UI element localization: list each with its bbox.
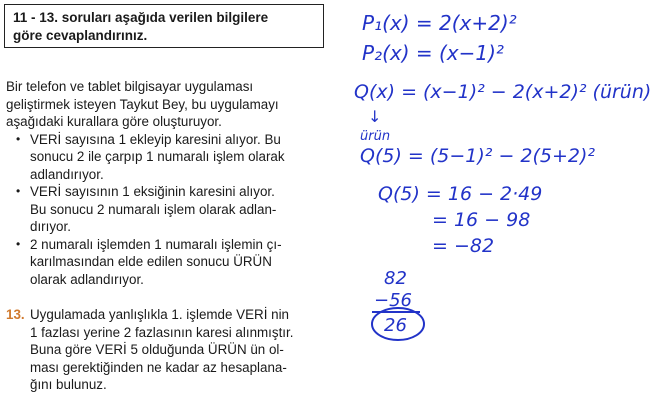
hand-line-82: 82 bbox=[384, 268, 407, 289]
bullet-icon: • bbox=[16, 184, 21, 198]
hand-arrow: ↓ bbox=[368, 107, 382, 126]
instructions-box bbox=[4, 4, 324, 48]
question-line: Buna göre VERİ 5 olduğunda ÜRÜN ün ol- bbox=[30, 342, 284, 357]
rules-list bbox=[6, 131, 336, 289]
intro-line: aşağıdaki kurallara göre oluşturuyor. bbox=[6, 114, 222, 129]
intro-line: Bir telefon ve tablet bilgisayar uygulaması bbox=[6, 79, 254, 94]
handwritten-solution bbox=[350, 0, 670, 402]
hand-line-56: −56 bbox=[374, 290, 412, 311]
hand-line-answer: 26 bbox=[384, 315, 407, 336]
rule-line: olarak adlandırıyor. bbox=[30, 271, 144, 287]
hand-line-p2: P₂(x) = (x−1)² bbox=[362, 41, 504, 65]
hand-line-sub: = 16 − 98 bbox=[432, 209, 531, 231]
question-line: Uygulamada yanlışlıkla 1. işlemde VERİ nin bbox=[30, 307, 290, 322]
bullet-icon: • bbox=[16, 131, 21, 146]
bullet-icon: • bbox=[16, 236, 21, 251]
question-13 bbox=[6, 306, 336, 394]
rule-item-2 bbox=[6, 183, 336, 236]
hand-line-qx: Q(x) = (x−1)² − 2(x+2)² (ürün) bbox=[354, 81, 652, 103]
rule-line: adlandırıyor. bbox=[30, 166, 104, 182]
problem-statement bbox=[6, 78, 336, 288]
rule-line: sonucu 2 ile çarpıp 1 numaralı işlem olarak bbox=[30, 149, 285, 164]
rule-line: 2 numaralı işlemden 1 numaralı işlemin çı- bbox=[30, 236, 282, 252]
handwriting-canvas bbox=[350, 0, 670, 402]
rule-line: Bu sonucu 2 numaralı işlem olarak adlan- bbox=[30, 201, 277, 217]
hand-label-urun: ürün bbox=[360, 129, 391, 144]
rule-line: dırıyor. bbox=[30, 219, 71, 234]
intro-line: geliştirmek isteyen Taykut Bey, bu uygulamayı bbox=[6, 96, 279, 112]
hand-line-p1: P₁(x) = 2(x+2)² bbox=[362, 11, 517, 35]
instructions-line-2: göre cevaplandırınız. bbox=[13, 28, 148, 43]
question-line: ması gerektiğinden ne kadar az hesaplana- bbox=[30, 359, 287, 375]
rule-line: karılmasından elde edilen sonucu ÜRÜN bbox=[30, 254, 272, 269]
hand-line-q5: Q(5) = (5−1)² − 2(5+2)² bbox=[360, 145, 596, 167]
rule-item-3 bbox=[6, 236, 336, 289]
question-line: 1 fazlası yerine 2 fazlasının karesi alınmıştır. bbox=[30, 324, 294, 340]
question-number: 13. bbox=[6, 307, 25, 322]
hand-line-q5-eval: Q(5) = 16 − 2·49 bbox=[378, 183, 543, 205]
rule-line: VERİ sayısına 1 ekleyip karesini alıyor. Bu bbox=[30, 131, 281, 147]
rule-item-1 bbox=[6, 131, 336, 184]
instructions-line-1: 11 - 13. soruları aşağıda verilen bilgilere bbox=[13, 10, 269, 25]
hand-line-result: = −82 bbox=[432, 235, 495, 257]
rule-line: VERİ sayısının 1 eksiğinin karesini alıyor. bbox=[30, 184, 275, 199]
question-line: ğını bulunuz. bbox=[30, 377, 107, 392]
